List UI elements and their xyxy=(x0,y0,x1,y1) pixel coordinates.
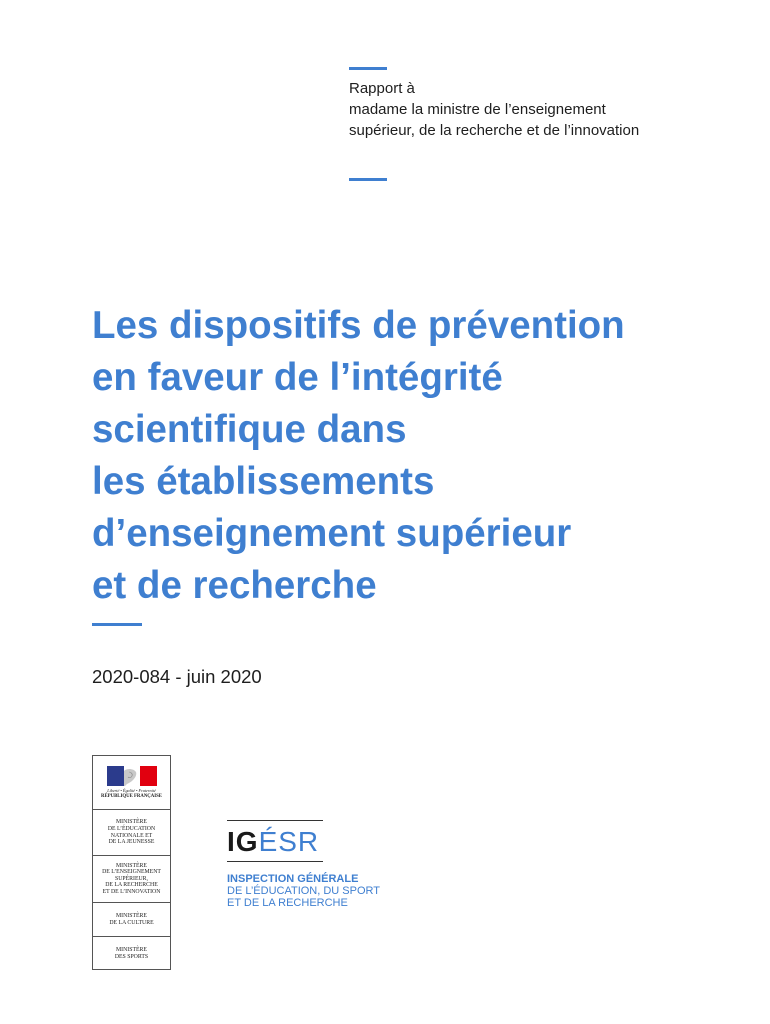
recipient-line: supérieur, de la recherche et de l’innovation xyxy=(349,122,640,139)
title-line: les établissements xyxy=(92,460,435,503)
ministry-higher-education-block xyxy=(93,856,170,903)
ministry-line: DE LA RECHERCHE xyxy=(105,882,158,889)
title-line: scientifique dans xyxy=(92,408,407,451)
recipient-line: madame la ministre de l’enseignement xyxy=(349,101,606,118)
igesr-esr: ÉSR xyxy=(258,826,320,857)
ministry-line: MINISTÈRE xyxy=(116,912,147,919)
report-reference: 2020-084 - juin 2020 xyxy=(92,666,262,687)
ministry-education-block xyxy=(93,810,170,856)
igesr-ig: IG xyxy=(227,826,259,857)
title-line: en faveur de l’intégrité xyxy=(92,356,503,399)
ministry-sports-block xyxy=(93,937,170,970)
ministry-line: DE L’ÉDUCATION xyxy=(107,825,156,832)
ministries-logo xyxy=(92,755,171,970)
ministry-line: DE L’ENSEIGNEMENT xyxy=(102,869,161,876)
title-line: et de recherche xyxy=(92,564,377,607)
report-title xyxy=(92,300,625,612)
igesr-bottom-rule xyxy=(227,861,323,862)
report-recipient xyxy=(349,78,639,141)
middle-accent-bar xyxy=(349,178,387,181)
republique-francaise-block xyxy=(93,756,170,810)
top-accent-bar xyxy=(349,67,387,70)
ministry-line: MINISTÈRE xyxy=(116,862,147,869)
recipient-line: Rapport à xyxy=(349,80,415,97)
ministry-line: DES SPORTS xyxy=(114,953,149,960)
igesr-subtitle-line: DE L’ÉDUCATION, DU SPORT xyxy=(227,885,381,897)
republic-motto: Liberté • Égalité • Fraternité xyxy=(107,788,156,793)
ministry-line: DE LA CULTURE xyxy=(109,919,154,926)
title-line: Les dispositifs de prévention xyxy=(92,304,625,347)
ministry-line: SUPÉRIEUR, xyxy=(114,875,148,882)
ministry-line: NATIONALE ET xyxy=(110,832,153,839)
republic-name: RÉPUBLIQUE FRANÇAISE xyxy=(101,794,162,799)
ministry-line: MINISTÈRE xyxy=(116,946,147,953)
title-line: d’enseignement supérieur xyxy=(92,512,572,555)
igesr-subtitle-line: INSPECTION GÉNÉRALE xyxy=(227,873,359,885)
ministry-line: ET DE L’INNOVATION xyxy=(102,888,161,895)
ministry-culture-block xyxy=(93,903,170,937)
ministry-line: MINISTÈRE xyxy=(116,819,147,826)
title-accent-bar xyxy=(92,623,142,626)
marianne-flag-icon xyxy=(107,766,157,786)
ministry-line: DE LA JEUNESSE xyxy=(108,839,155,846)
igesr-subtitle-line: ET DE LA RECHERCHE xyxy=(227,897,348,909)
igesr-top-rule xyxy=(227,820,323,821)
igesr-wordmark xyxy=(227,826,319,858)
igesr-subtitle xyxy=(227,873,380,909)
